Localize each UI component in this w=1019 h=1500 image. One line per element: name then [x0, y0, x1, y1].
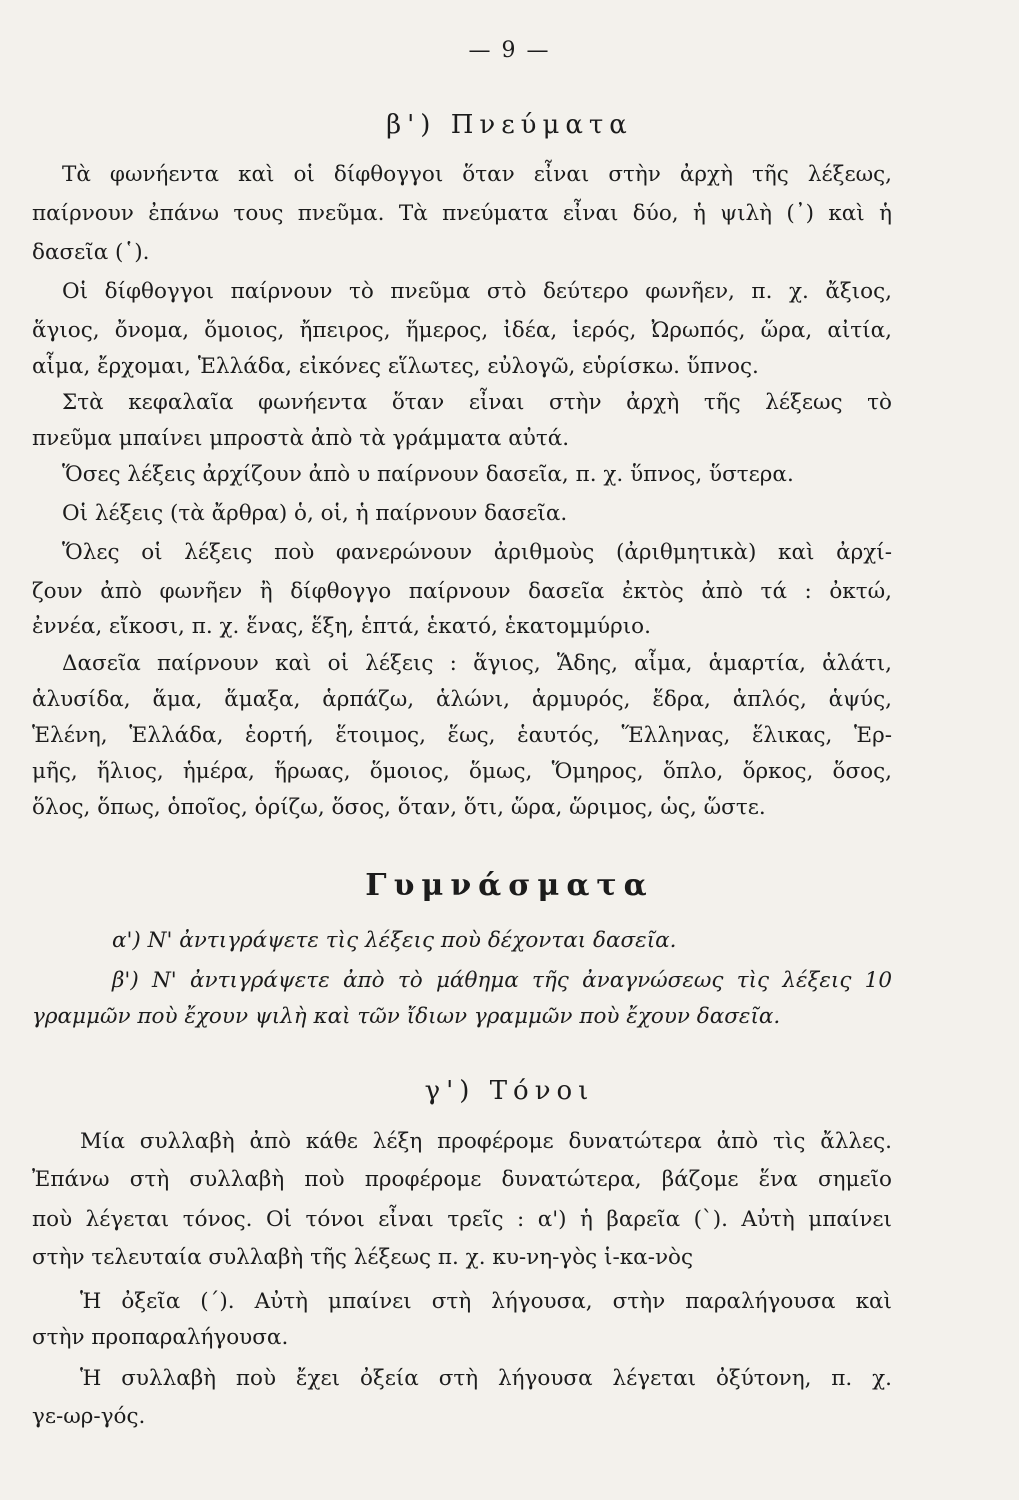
paragraph-line: Οἱ λέξεις (τὰ ἄρθρα) ὁ, οἱ, ἡ παίρνουν δασεῖα.	[62, 501, 568, 526]
page-number: — 9 —	[468, 38, 551, 63]
paragraph-line: Δασεῖα παίρνουν καὶ οἱ λέξεις : ἅγιος, Ἅδης, αἷμα, ἁμαρτία, ἁλάτι,	[62, 651, 892, 676]
paragraph-line: Ἑλένη, Ἑλλάδα, ἑορτή, ἕτοιμος, ἕως, ἑαυτός, Ἕλληνας, ἕλικας, Ἑρ-	[32, 723, 892, 748]
section-title-pneumata: β') Πνεύματα	[386, 110, 633, 140]
paragraph-line: ἁλυσίδα, ἅμα, ἅμαξα, ἁρπάζω, ἁλώνι, ἁρμυρός, ἕδρα, ἁπλός, ἁψύς,	[32, 687, 892, 712]
paragraph-line: στὴν τελευταία συλλαβὴ τῆς λέξεως π. χ. κυ-νη-γὸς ἱ-κα-νὸς	[32, 1245, 694, 1270]
section-title-tonoi: γ') Τόνοι	[424, 1076, 595, 1106]
paragraph-line: Μία συλλαβὴ ἀπὸ κάθε λέξη προφέρομε δυνατώτερα ἀπὸ τὶς ἄλλες.	[80, 1129, 892, 1154]
paragraph-line: ἅγιος, ὄνομα, ὅμοιος, ἤπειρος, ἥμερος, ἰδέα, ἱερός, Ὠρωπός, ὥρα, αἰτία,	[32, 318, 892, 343]
paragraph-line: αἷμα, ἔρχομαι, Ἑλλάδα, εἰκόνες εἵλωτες, εὐλογῶ, εὑρίσκω. ὕπνος.	[32, 354, 759, 379]
paragraph-line: Ἡ ὀξεῖα (΄). Αὐτὴ μπαίνει στὴ λήγουσα, στὴν παραλήγουσα καὶ	[80, 1289, 892, 1314]
paragraph-line: ἐννέα, εἴκοσι, π. χ. ἕνας, ἕξη, ἑπτά, ἑκατό, ἑκατομμύριο.	[32, 614, 651, 639]
paragraph-line: στὴν προπαραλήγουσα.	[32, 1325, 289, 1350]
paragraph-line: πνεῦμα μπαίνει μπροστὰ ἀπὸ τὰ γράμματα αὐτά.	[32, 426, 570, 451]
paragraph-line: Οἱ δίφθογγοι παίρνουν τὸ πνεῦμα στὸ δεύτερο φωνῆεν, π. χ. ἄξιος,	[62, 279, 892, 304]
paragraph-line: Ὅσες λέξεις ἀρχίζουν ἀπὸ υ παίρνουν δασεῖα, π. χ. ὕπνος, ὕστερα.	[62, 462, 794, 487]
paragraph-line: μῆς, ἥλιος, ἡμέρα, ἥρωας, ὅμοιος, ὅμως, Ὅμηρος, ὅπλο, ὅρκος, ὅσος,	[32, 759, 892, 784]
exercise-line: β') Ν' ἀντιγράψετε ἀπὸ τὸ μάθημα τῆς ἀναγνώσεως τὶς λέξεις 10	[112, 968, 892, 993]
paragraph-line: Ἡ συλλαβὴ ποὺ ἔχει ὀξεία στὴ λήγουσα λέγεται ὀξύτονη, π. χ.	[80, 1366, 892, 1391]
paragraph-line: ὅλος, ὅπως, ὁποῖος, ὁρίζω, ὅσος, ὅταν, ὅτι, ὥρα, ὥριμος, ὡς, ὥστε.	[32, 795, 766, 820]
paragraph-line: δασεῖα (῾).	[32, 240, 150, 265]
exercise-line: α') Ν' ἀντιγράψετε τὶς λέξεις ποὺ δέχονται δασεῖα.	[112, 928, 677, 953]
paragraph-line: ποὺ λέγεται τόνος. Οἱ τόνοι εἶναι τρεῖς : α') ἡ βαρεῖα (`). Αὐτὴ μπαίνει	[32, 1207, 892, 1232]
section-title-gymnasmata: Γυμνάσματα	[365, 868, 654, 903]
paragraph-line: παίρνουν ἐπάνω τους πνεῦμα. Τὰ πνεύματα εἶναι δύο, ἡ ψιλὴ (᾿) καὶ ἡ	[32, 201, 892, 226]
exercise-line: γραμμῶν ποὺ ἔχουν ψιλὴ καὶ τῶν ἴδιων γραμμῶν ποὺ ἔχουν δασεῖα.	[32, 1004, 781, 1029]
paragraph-line: Ἐπάνω στὴ συλλαβὴ ποὺ προφέρομε δυνατώτερα, βάζομε ἕνα σημεῖο	[32, 1167, 892, 1192]
paragraph-line: Ὅλες οἱ λέξεις ποὺ φανερώνουν ἀριθμοὺς (ἀριθμητικὰ) καὶ ἀρχί-	[62, 540, 892, 565]
paragraph-line: ζουν ἀπὸ φωνῆεν ἢ δίφθογγο παίρνουν δασεῖα ἐκτὸς ἀπὸ τά : ὀκτώ,	[32, 579, 892, 604]
paragraph-line: Τὰ φωνήεντα καὶ οἱ δίφθογγοι ὅταν εἶναι στὴν ἀρχὴ τῆς λέξεως,	[62, 162, 892, 187]
paragraph-line: γε-ωρ-γός.	[32, 1404, 146, 1429]
paragraph-line: Στὰ κεφαλαῖα φωνήεντα ὅταν εἶναι στὴν ἀρχὴ τῆς λέξεως τὸ	[62, 390, 892, 415]
